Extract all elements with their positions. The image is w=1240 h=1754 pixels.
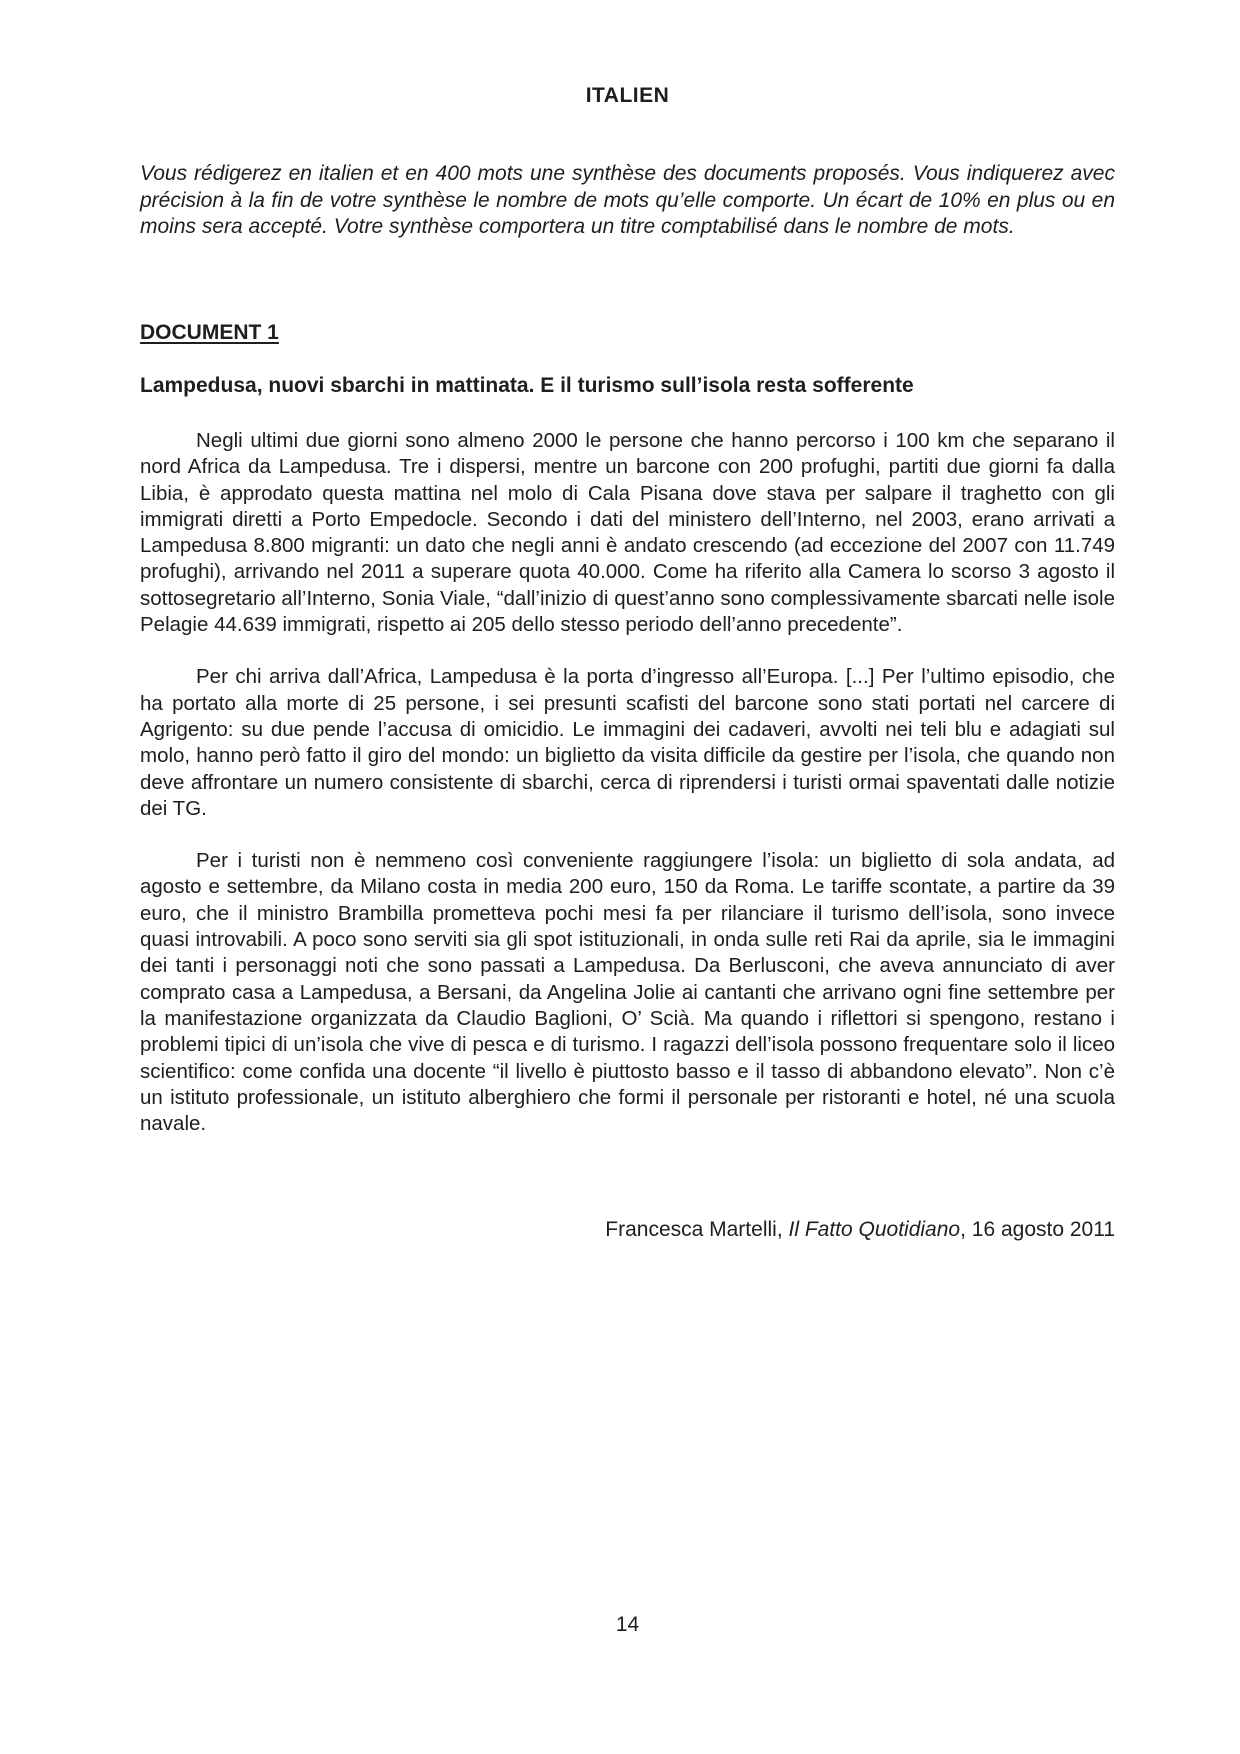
paragraph-1: Negli ultimi due giorni sono almeno 2000 le persone che hanno percorso i 100 km che separano il nord Africa da Lampedusa. Tre i dispersi, mentre un barcone con 200 profughi, partiti due giorni fa dalla Libia, è approdato questa mattina nel molo di Cala Pisana dove stava per salpare il traghetto con gli immigrati diretti a Porto Empedocle. Secondo i dati del ministero dell’Interno, nel 2003, erano arrivati a Lampedusa 8.800 migranti: un dato che negli anni è andato crescendo (ad eccezione del 2007 con 11.749 profughi), arrivando nel 2011 a superare quota 40.000. Come ha riferito alla Camera lo scorso 3 agosto il sottosegretario all’Interno, Sonia Viale, “dall’inizio di quest’anno sono complessivamente sbarcati nelle isole Pelagie 44.639 immigrati, rispetto ai 205 dello stesso periodo dell’anno precedente”.	[140, 429, 1115, 637]
page	[140, 0, 1115, 1754]
source-publication: Il Fatto Quotidiano	[788, 1218, 961, 1241]
article-source	[605, 1218, 1115, 1242]
paragraph-2: Per chi arriva dall’Africa, Lampedusa è la porta d’ingresso all’Europa. [...] Per l’ultimo episodio, che ha portato alla morte di 25 persone, i sei presunti scafisti del barcone sono stati portati nel carcere di Agrigento: su due pende l’accusa di omicidio. Le immagini dei cadaveri, avvolti nei teli blu e adagiati sul molo, hanno però fatto il giro del mondo: un biglietto da visita difficile da gestire per l’isola, che quando non deve affrontare un numero consistente di sbarchi, cerca di riprendersi i turisti ormai spaventati dalle notizie dei TG.	[140, 665, 1115, 820]
page-number: 14	[615, 1613, 640, 1636]
article-title: Lampedusa, nuovi sbarchi in mattinata. E il turismo sull’isola resta sofferente	[140, 374, 914, 397]
instructions: Vous rédigerez en italien et en 400 mots une synthèse des documents proposés. Vous indiquerez avec précision à la fin de votre synthèse le nombre de mots qu’elle comporte. Un écart de 10% en plus ou en moins sera accepté. Votre synthèse comportera un titre comptabilisé dans le nombre de mots.	[140, 162, 1115, 238]
subject-title: ITALIEN	[585, 84, 670, 107]
article-body	[140, 428, 1115, 1163]
source-author: Francesca Martelli,	[605, 1218, 789, 1241]
document-label: DOCUMENT 1	[140, 321, 279, 344]
paragraph-3: Per i turisti non è nemmeno così conveniente raggiungere l’isola: un biglietto di sola andata, ad agosto e settembre, da Milano costa in media 200 euro, 150 da Roma. Le tariffe scontate, a partire da 39 euro, che il ministro Brambilla prometteva pochi mesi fa per rilanciare il turismo dell’isola, sono invece quasi introvabili. A poco sono serviti sia gli spot istituzionali, in onda sulle reti Rai da aprile, sia le immagini dei tanti i personaggi noti che sono passati a Lampedusa. Da Berlusconi, che aveva annunciato di aver comprato casa a Lampedusa, a Bersani, da Angelina Jolie ai cantanti che arrivano ogni fine settembre per la manifestazione organizzata da Claudio Baglioni, O’ Scià. Ma quando i riflettori si spengono, restano i problemi tipici di un’isola che vive di pesca e di turismo. I ragazzi dell’isola possono frequentare solo il liceo scientifico: come confida una docente “il livello è piuttosto basso e il tasso di abbandono elevato”. Non c’è un istituto professionale, un istituto alberghiero che formi il personale per ristoranti e hotel, né una scuola navale.	[140, 849, 1115, 1136]
source-date: , 16 agosto 2011	[960, 1218, 1115, 1241]
